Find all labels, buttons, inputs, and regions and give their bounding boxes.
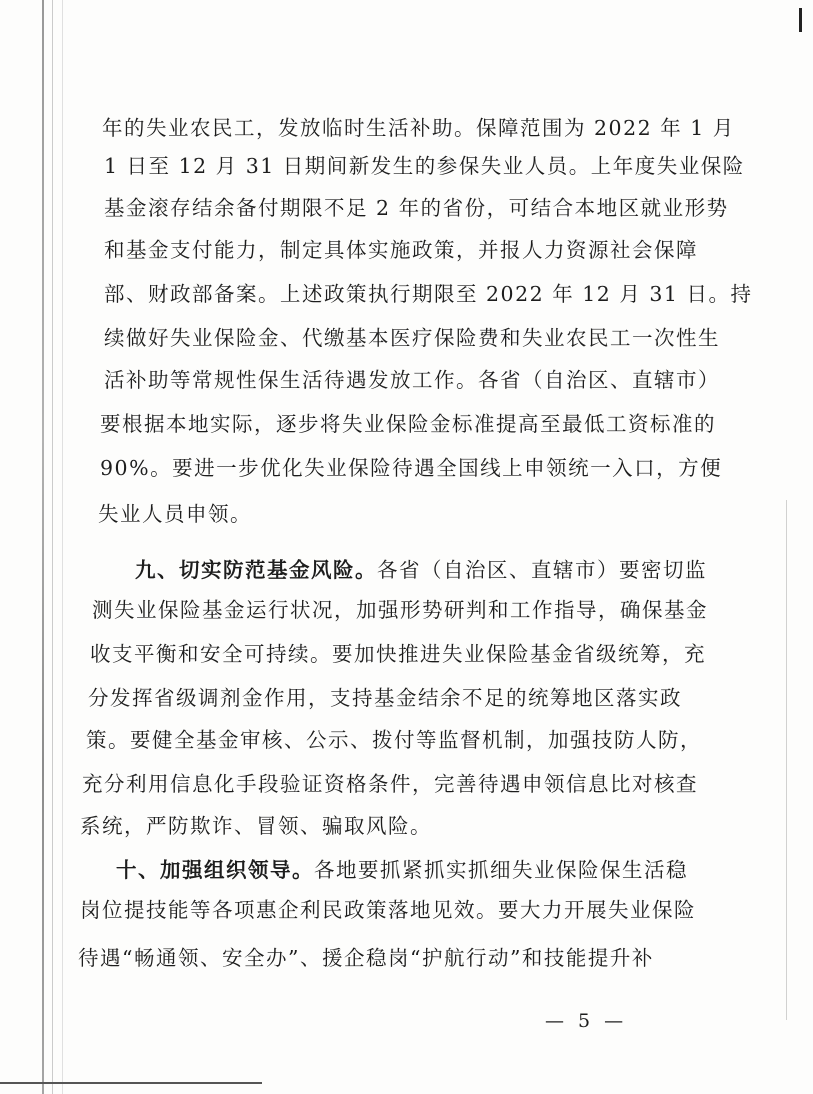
section-9-heading: 九、切实防范基金风险。 — [135, 558, 377, 582]
page-number: — 5 — — [545, 1010, 628, 1032]
scan-edge-line — [52, 0, 53, 1094]
paragraph-line: 收支平衡和安全可持续。要加快推进失业保险基金省级统筹，充 — [90, 642, 706, 666]
paragraph-line: 待遇“畅通领、安全办”、援企稳岗“护航行动”和技能提升补 — [78, 946, 654, 970]
paragraph-line: 和基金支付能力，制定具体实施政策，并报人力资源社会保障 — [104, 238, 698, 262]
scan-edge-shadow — [42, 0, 44, 1094]
section-9-first-line — [135, 556, 707, 584]
section-10-text: 各地要抓紧抓实抓细失业保险保生活稳 — [314, 858, 688, 882]
scan-edge-line-right — [786, 500, 787, 1020]
scan-bottom-rule — [0, 1082, 262, 1084]
paragraph-line: 基金滚存结余备付期限不足 2 年的省份，可结合本地区就业形势 — [104, 196, 729, 220]
paragraph-line: 充分利用信息化手段验证资格条件，完善待遇申领信息比对核查 — [82, 772, 698, 796]
paragraph-line: 要根据本地实际，逐步将失业保险金标准提高至最低工资标准的 — [100, 412, 716, 436]
scan-edge-mark — [799, 8, 802, 32]
paragraph-line: 90%。要进一步优化失业保险待遇全国线上申领统一入口，方便 — [100, 456, 723, 480]
scan-edge-line-faint — [62, 0, 63, 1094]
paragraph-line: 年的失业农民工，发放临时生活补助。保障范围为 2022 年 1 月 — [102, 116, 735, 140]
paragraph-line: 部、财政部备案。上述政策执行期限至 2022 年 12 月 31 日。持 — [104, 282, 753, 306]
paragraph-line: 岗位提技能等各项惠企利民政策落地见效。要大力开展失业保险 — [80, 898, 696, 922]
paragraph-line: 分发挥省级调剂金作用，支持基金结余不足的统筹地区落实政 — [88, 686, 682, 710]
paragraph-line: 策。要健全基金审核、公示、拨付等监督机制，加强技防人防， — [86, 728, 702, 752]
section-10-first-line — [116, 856, 688, 884]
paragraph-line: 失业人员申领。 — [98, 502, 252, 526]
paragraph-line: 测失业保险基金运行状况，加强形势研判和工作指导，确保基金 — [92, 598, 708, 622]
paragraph-line: 续做好失业保险金、代缴基本医疗保险费和失业农民工一次性生 — [104, 326, 720, 350]
paragraph-line: 活补助等常规性保生活待遇发放工作。各省（自治区、直辖市） — [104, 368, 720, 392]
paragraph-line: 系统，严防欺诈、冒领、骗取风险。 — [80, 814, 432, 838]
section-10-heading: 十、加强组织领导。 — [116, 858, 314, 882]
paragraph-line: 1 日至 12 月 31 日期间新发生的参保失业人员。上年度失业保险 — [104, 154, 745, 178]
section-9-text: 各省（自治区、直辖市）要密切监 — [377, 558, 707, 582]
